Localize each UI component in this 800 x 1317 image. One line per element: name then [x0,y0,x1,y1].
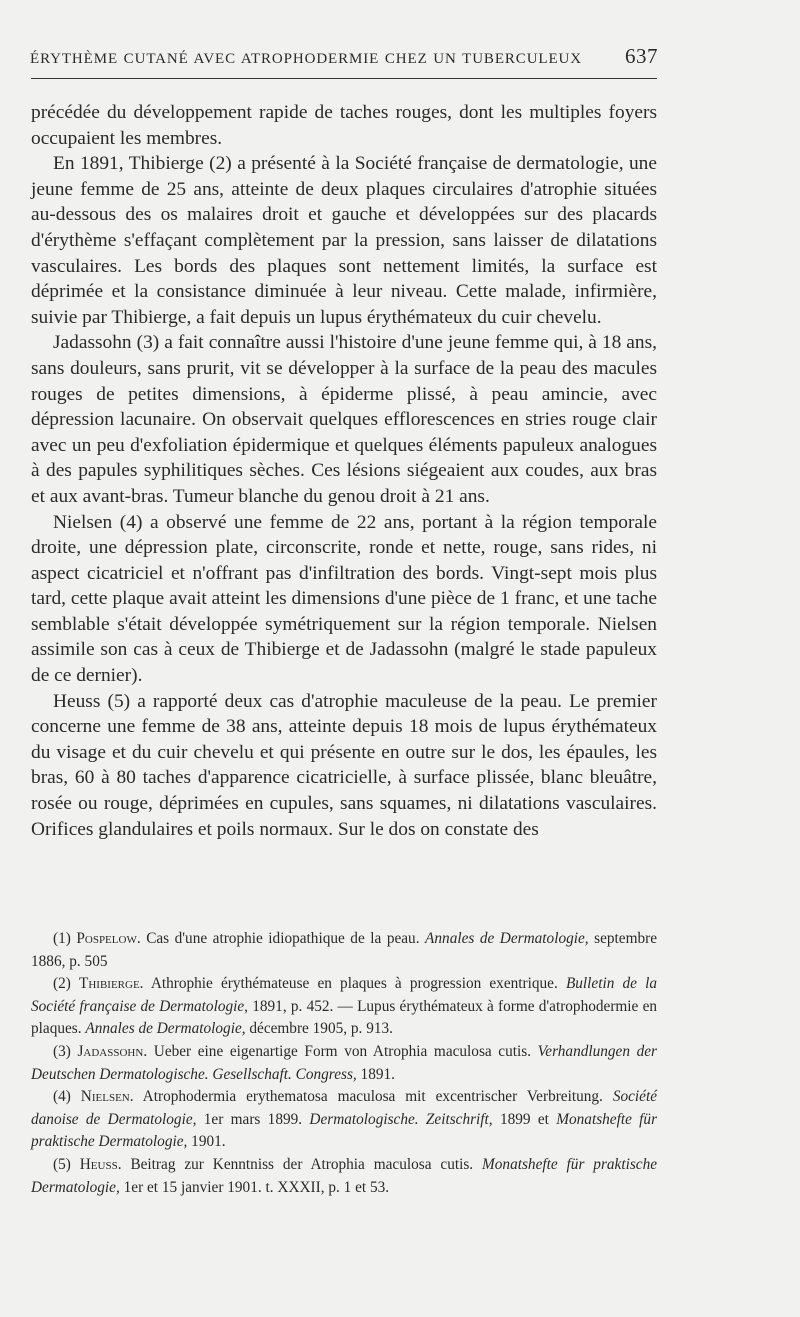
page-number: 637 [625,44,658,68]
footnote-journal: Monatshefte für praktische Dermatologie, [31,1155,658,1196]
footnote-number: (4) [53,1088,71,1106]
footnote-number: (2) [53,975,71,993]
footnote [31,973,657,1041]
footnote-journal: Bulletin de la Société française de Dermatologie, [31,975,658,1015]
paragraph: Jadassohn (3) a fait connaître aussi l'histoire d'une jeune femme qui, à 18 ans, sans douleurs, sans prurit, vit se développer à la surface de la peau des macules rouges de petites dimensions, à épiderme plissé, à peau amincie, avec dépression lacunaire. On observait quelques efflorescences en stries rouge clair avec un peu d'exfoliation épidermique et quelques éléments papuleux analogues à des papules syphilitiques sèches. Ces lésions siégeaient aux coudes, aux bras et aux avant-bras. Tumeur blanche du genou droit à 21 ans. [31,332,657,507]
footnote-text: Atrophodermia erythematosa maculosa mit excentrischer Verbreitung. [142,1088,603,1106]
footnote [31,1041,657,1086]
footnote-rest: 1901. [191,1133,226,1151]
footnote-text: Cas d'une atrophie idiopathique de la peau. [146,930,420,947]
footnote-author: Thibierge. [79,975,144,993]
page-header [30,44,658,69]
footnote-text: Athrophie érythémateuse en plaques à progression exentrique. [150,975,558,993]
header-rule [31,78,657,79]
body-text [31,100,657,842]
footnote-rest: 1er mars 1899. [203,1110,303,1128]
footnote-journal: Annales de Dermatologie, [85,1020,246,1038]
footnote-rest: septembre 1886, p. 505 [31,930,658,970]
running-title: ÉRYTHÈME CUTANÉ AVEC ATROPHODERMIE CHEZ UN TUBERCULEUX [30,51,583,67]
paragraph: Heuss (5) a rapporté deux cas d'atrophie maculeuse de la peau. Le premier concerne une femme de 38 ans, atteinte depuis 18 mois de lupus érythémateux du visage et du cuir chevelu et qui présente en outre sur le dos, les épaules, les bras, 60 à 80 taches d'apparence cicatricielle, à surface plissée, blanc bleuâtre, rosée ou rouge, déprimées en cupules, sans squames, ni dilatations vasculaires. Orifices glandulaires et poils normaux. Sur le dos on constate des [31,690,657,840]
footnote-rest: 1891, p. 452. — Lupus érythémateux à forme d'atrophodermie en plaques. [31,997,658,1038]
footnote [31,1086,657,1154]
footnote-rest: 1er et 15 janvier 1901. t. XXXII, p. 1 et 53. [123,1178,390,1196]
footnote-journal: Annales de Dermatologie, [425,930,589,947]
footnote-number: (5) [53,1155,71,1173]
footnote-author: Nielsen. [80,1088,134,1106]
footnote-author: Jadassohn. [77,1042,148,1060]
paragraph: précédée du développement rapide de taches rouges, dont les multiples foyers occupaient les membres. [31,102,657,149]
footnote-text: Ueber eine eigenartige Form von Atrophia maculosa cutis. [153,1042,532,1060]
footnotes [31,928,657,1199]
paragraph: Nielsen (4) a observé une femme de 22 ans, portant à la région temporale droite, une dépression plate, circonscrite, ronde et nette, rouge, sans rides, ni aspect cicatriciel et n'offrant pas d'infiltration des bords. Vingt-sept mois plus tard, cette plaque avait atteint les dimensions d'une pièce de 1 franc, et une tache semblable s'était développée symétriquement sur la région temporale. Nielsen assimile son cas à ceux de Thibierge et de Jadassohn (malgré le stade papuleux de ce dernier). [31,511,657,687]
footnote-rest: décembre 1905, p. 913. [249,1020,393,1038]
paragraph: En 1891, Thibierge (2) a présenté à la Société française de dermatologie, une jeune femme de 25 ans, atteinte de deux plaques circulaires d'atrophie situées au-dessous des os malaires droit et gauche et développées sur des placards d'érythème s'effaçant complètement par la pression, sans laisser de dilatations vasculaires. Les bords des plaques sont nettement limités, la surface est déprimée et la consistance diminuée à leur niveau. Cette malade, infirmière, suivie par Thibierge, a fait depuis un lupus érythémateux du cuir chevelu. [31,153,657,328]
footnote-author: Pospelow. [76,930,141,947]
footnote-number: (1) [53,930,71,947]
footnote-author: Heuss. [79,1155,122,1173]
footnote [31,928,657,973]
footnote-journal: Verhandlungen der Deutschen Dermatologische. Gesellschaft. Congress, [31,1042,658,1083]
footnote-text: Beitrag zur Kenntniss der Atrophia maculosa cutis. [130,1155,474,1173]
footnote-journal: Dermatologische. Zeitschrift, [309,1110,493,1128]
footnote-rest: 1899 et [499,1110,549,1128]
footnote-journal: Monatshefte für praktische Dermatologie, [31,1110,658,1151]
footnote-number: (3) [53,1042,71,1060]
footnote [31,1154,657,1199]
footnote-journal: Société danoise de Dermatologie, [31,1088,657,1128]
footnote-rest: 1891. [360,1065,395,1083]
